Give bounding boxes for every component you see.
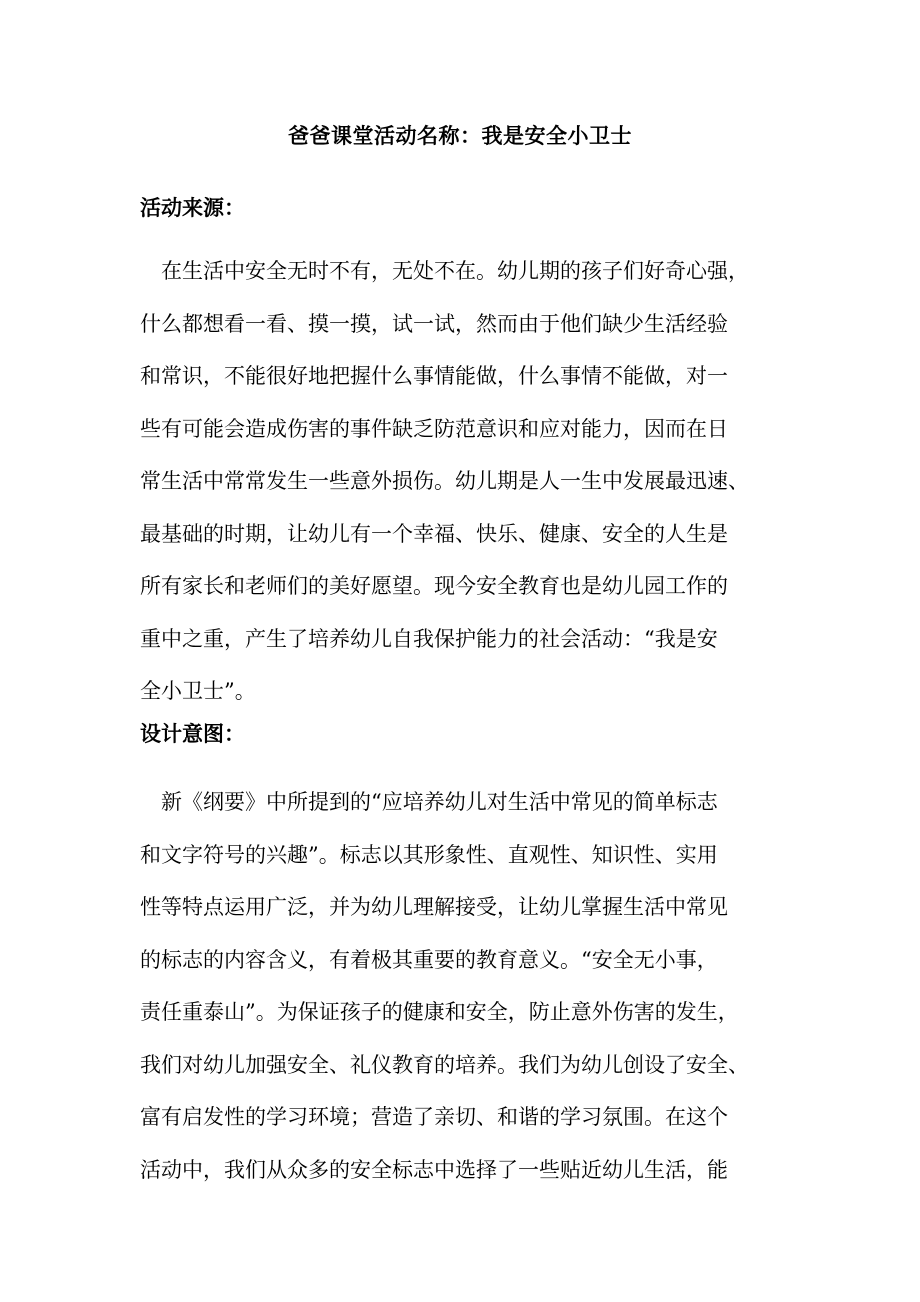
paragraph-line: 所有家长和老师们的美好愿望。现今安全教育也是幼儿园工作的: [140, 574, 728, 598]
paragraph-line: 在生活中安全无时不有，无处不在。幼儿期的孩子们好奇心强，: [140, 259, 749, 283]
paragraph-line: 和文字符号的兴趣”。标志以其形象性、直观性、知识性、实用: [140, 842, 718, 867]
paragraph-line: 重中之重，产生了培养幼儿自我保护能力的社会活动：“我是安: [140, 626, 718, 651]
document-title: 爸爸课堂活动名称：我是安全小卫士: [288, 123, 632, 148]
paragraph-design-intent: [140, 776, 749, 1196]
paragraph-line: 和常识，不能很好地把握什么事情能做，什么事情不能做，对一: [140, 364, 728, 388]
paragraph-line: 新《纲要》中所提到的“应培养幼儿对生活中常见的简单标志: [140, 790, 718, 814]
section-heading-design-intent: 设计意图：: [140, 721, 245, 746]
paragraph-line: 富有启发性的学习环境；营造了亲切、和谐的学习氛围。在这个: [140, 1105, 728, 1129]
paragraph-line: 常生活中常常发生一些意外损伤。幼儿期是人一生中发展最迅速、: [140, 469, 749, 493]
paragraph-line: 最基础的时期，让幼儿有一个幸福、快乐、健康、安全的人生是: [140, 521, 728, 546]
paragraph-line: 我们对幼儿加强安全、礼仪教育的培养。我们为幼儿创设了安全、: [140, 1052, 749, 1077]
paragraph-line: 责任重泰山”。为保证孩子的健康和安全，防止意外伤害的发生，: [140, 1000, 739, 1024]
paragraph-line: 的标志的内容含义，有着极其重要的教育意义。“安全无小事，: [140, 947, 718, 972]
section-heading-source: 活动来源：: [140, 195, 245, 220]
paragraph-line: 性等特点运用广泛，并为幼儿理解接受，让幼儿掌握生活中常见: [140, 895, 728, 919]
paragraph-source: [140, 245, 749, 718]
paragraph-line: 什么都想看一看、摸一摸，试一试，然而由于他们缺少生活经验: [140, 311, 728, 336]
paragraph-line: 全小卫士”。: [140, 679, 256, 703]
paragraph-line: 活动中，我们从众多的安全标志中选择了一些贴近幼儿生活，能: [140, 1157, 728, 1182]
paragraph-line: 些有可能会造成伤害的事件缺乏防范意识和应对能力，因而在日: [140, 416, 728, 441]
